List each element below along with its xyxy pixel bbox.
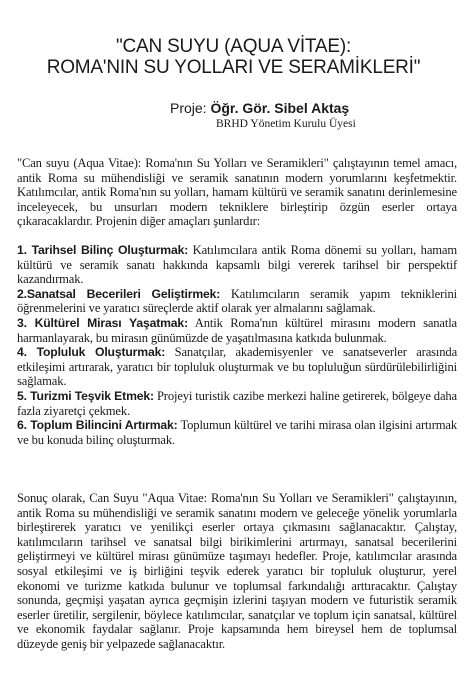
intro-text: "Can suyu (Aqua Vitae): Roma'nın Su Yolları ve Seramikleri" çalıştayının temel amacı, antik Roma su mühendisliği ve seramik sanatının modern yorumlarını keşfetmektir. Katılımcılar, antik Roma'nın su yolları, hamam kültürü ve seramik sanatını derinlemesine inceleyecek, bu unsurları modern tekniklere birleştirip özgün eserler ortaya çıkaracaklardır. Projenin diğer amaçları şunlardır: bbox=[17, 156, 457, 229]
conclusion-paragraph bbox=[17, 491, 457, 652]
aim-text: Projeyi turistik cazibe merkezi haline getirerek, bölgeye daha fazla ziyaretçi çekmek. bbox=[17, 388, 457, 418]
aim-text: Katılımcıların seramik yapım tekniklerini öğrenmelerini ve yaratıcı süreçlerde aktif olarak yer almalarını sağlamak. bbox=[17, 286, 457, 316]
aim-heading: 1. Tarihsel Bilinç Oluşturmak: bbox=[17, 243, 189, 257]
aim-item-6 bbox=[17, 418, 457, 447]
aim-heading: 2.Sanatsal Becerileri Geliştirmek: bbox=[17, 286, 221, 301]
aim-heading: 4. Topluluk Oluşturmak: bbox=[17, 345, 166, 360]
aim-heading: 6. Toplum Bilincini Artırmak: bbox=[17, 418, 178, 433]
aim-item-2 bbox=[17, 287, 457, 316]
page-title bbox=[0, 36, 467, 78]
author-prefix: Proje: bbox=[170, 100, 211, 116]
conclusion-text: Sonuç olarak, Can Suyu "Aqua Vitae: Roma'nın Su Yolları ve Seramikleri" çalıştayının, antik Roma su mühendisliği ve seramik sanatını modern ve geleceğe yönelik yorumlarla birleştirerek yaratıcı ve yenilikçi eserler ortaya çıkmasını sağlanacaktır. Çalıştay, katılımcıların tarihsel ve sanatsal bilgi birikimlerini artırmayı, sanatsal becerilerini geliştirmeyi ve kültürel mirası günümüze taşımayı hedefler. Proje, katılımcılar arasında sosyal etkileşimi ve iş birliğini teşvik ederek yaratıcı bir topluluk oluşturur, yerel ekonomi ve turizme katkıda bulunur ve toplumsal farkındalığı arttıracaktır. Çalıştay sonunda, geçmişi yaşatan ayrıca geçmişin izlerini taşıyan modern ve futuristik seramik eserler üretilir, sergilenir, böylece katılımcılar, sanatçılar ve toplum için sanatsal, kültürel ve ekonomik faydalar sağlanır. Proje kapsamında hem bireysel hem de toplumsal düzeyde geniş bir yelpazede sağlanacaktır. bbox=[17, 491, 457, 651]
aim-item-4 bbox=[17, 345, 457, 389]
author-line bbox=[170, 100, 349, 116]
aim-item-1 bbox=[17, 243, 457, 287]
aim-heading: 3. Kültürel Mirası Yaşatmak: bbox=[17, 315, 188, 330]
aim-item-3 bbox=[17, 316, 457, 345]
aims-list bbox=[17, 243, 457, 447]
aim-item-5 bbox=[17, 389, 457, 418]
title-line-1: "CAN SUYU (AQUA VİTAE): bbox=[115, 36, 352, 57]
author-name: Öğr. Gör. Sibel Aktaş bbox=[210, 100, 350, 116]
aim-text: Toplumun kültürel ve tarihi mirasa olan ilgisini artırmak ve bu konuda bilinç oluşturmak. bbox=[17, 418, 458, 447]
author-role: BRHD Yönetim Kurulu Üyesi bbox=[216, 118, 356, 130]
aim-text: Antik Roma'nın kültürel mirasını modern sanatla harmanlayarak, bu mirasın günümüzde de yaşatılmasına katkıda bulunmak. bbox=[17, 315, 458, 345]
intro-paragraph bbox=[17, 156, 457, 229]
title-line-2: ROMA'NIN SU YOLLARI VE SERAMİKLERİ" bbox=[46, 57, 421, 78]
aim-heading: 5. Turizmi Teşvik Etmek: bbox=[17, 388, 154, 403]
aim-text: Katılımcılara antik Roma dönemi su yolları, hamam kültürü ve seramik sanatı hakkında kapsamlı bilgi vererek tarihsel bir perspektif kazandırmak. bbox=[17, 243, 458, 287]
aim-text: Sanatçılar, akademisyenler ve sanatseverler arasında etkileşimi artırarak, yaratıcı bir topluluk oluşturmak ve bu topluluğun sürdürülebilirliğini sağlamak. bbox=[17, 345, 458, 389]
